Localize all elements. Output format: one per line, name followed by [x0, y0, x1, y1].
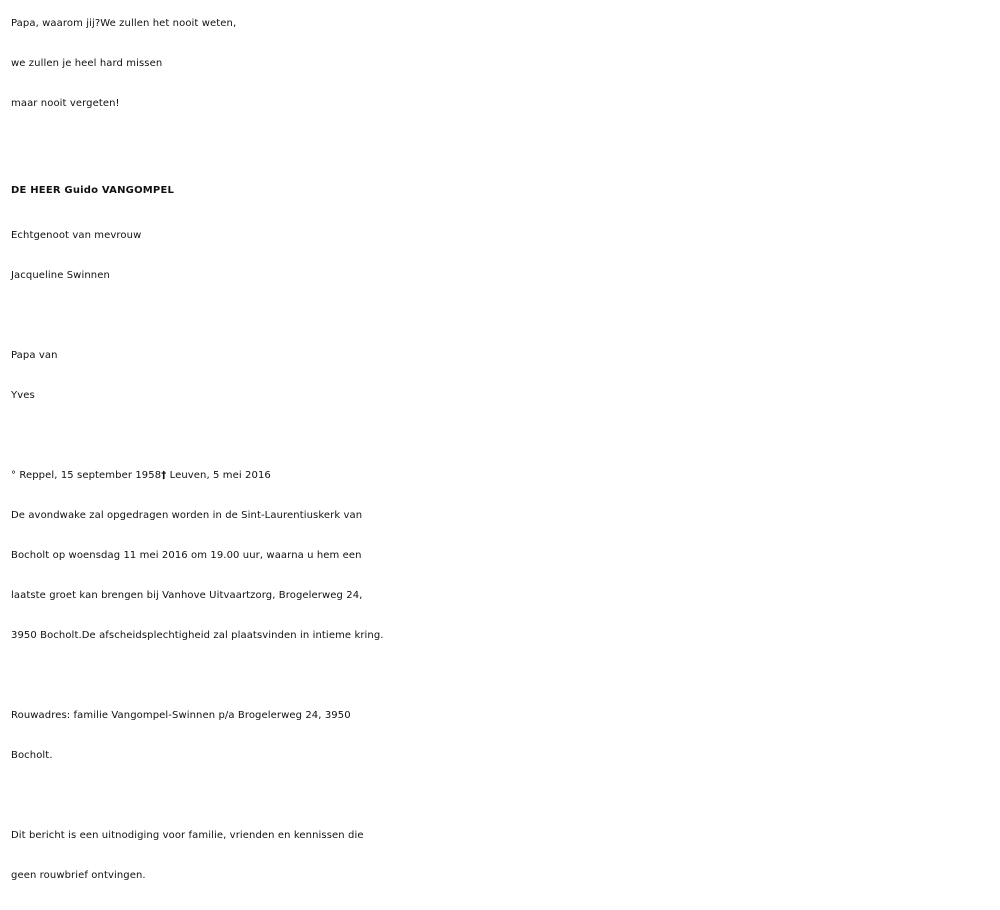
ceremony-line: laatste groet kan brengen bij Vanhove Uitvaartzorg, Brogelerweg 24, [11, 590, 363, 601]
ceremony-line: De avondwake zal opgedragen worden in de Sint-Laurentiuskerk van [11, 510, 363, 521]
poem-line: Papa, waarom jij?We zullen het nooit weten, [11, 18, 237, 29]
spouse-name: Jacqueline Swinnen [11, 270, 110, 281]
cross-icon: † [161, 470, 167, 481]
notice-line: geen rouwbrief ontvingen. [11, 870, 146, 881]
poem-line: we zullen je heel hard missen [11, 58, 163, 69]
notice-line: Dit bericht is een uitnodiging voor familie, vrienden en kennissen die [11, 830, 364, 841]
spacer [11, 776, 1000, 816]
spouse-section [11, 216, 1000, 296]
ceremony-line: 3950 Bocholt.De afscheidsplechtigheid zal plaatsvinden in intieme kring. [11, 630, 384, 641]
spouse-line: Echtgenoot van mevrouw [11, 230, 142, 241]
death-info: Leuven, 5 mei 2016 [166, 470, 271, 481]
deceased-name-heading: DE HEER Guido VANGOMPEL [11, 185, 175, 196]
notice-section [11, 816, 1000, 896]
children-line: Papa van [11, 350, 58, 361]
mourning-address-line: Bocholt. [11, 750, 53, 761]
mourning-address-line: Rouwadres: familie Vangompel-Swinnen p/a Brogelerweg 24, 3950 [11, 710, 351, 721]
birth-info: ° Reppel, 15 september 1958 [11, 470, 162, 481]
life-dates [11, 456, 1000, 496]
ceremony-section [11, 496, 1000, 656]
spacer [11, 416, 1000, 456]
spacer [11, 296, 1000, 336]
mourning-address-section [11, 696, 1000, 776]
child-name: Yves [11, 390, 35, 401]
spacer [11, 656, 1000, 696]
poem [11, 4, 1000, 124]
children-section [11, 336, 1000, 416]
poem-line: maar nooit vergeten! [11, 98, 120, 109]
ceremony-line: Bocholt op woensdag 11 mei 2016 om 19.00 uur, waarna u hem een [11, 550, 362, 561]
